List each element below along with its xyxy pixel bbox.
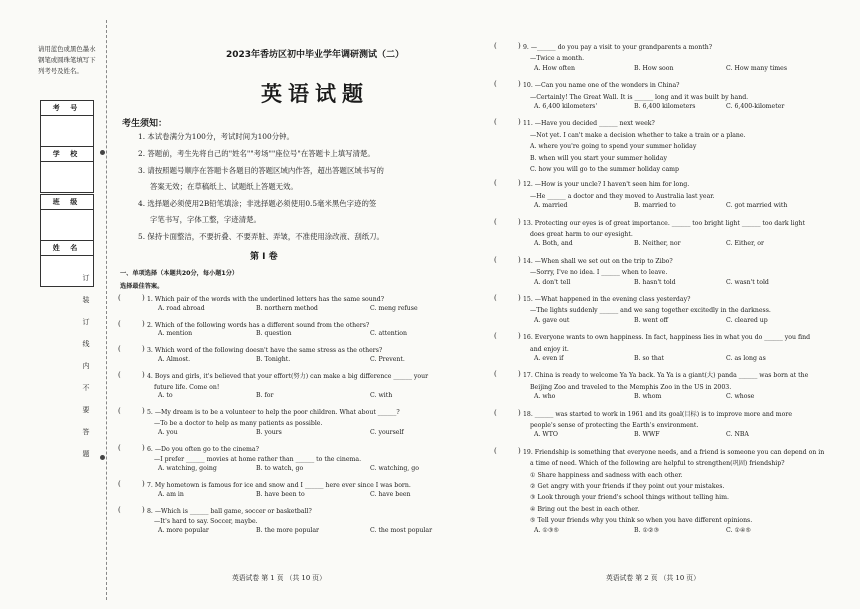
binding-hole xyxy=(100,455,105,460)
question-stem: 1. Which pair of the words with the underlined letters has the same sound? xyxy=(147,296,385,303)
question-line: a time of need. Which of the following are helpful to strengthen(巩固) friendship? xyxy=(530,460,785,468)
answer-option[interactable]: A. watching, going xyxy=(158,465,217,473)
answer-bracket-open[interactable]: ( xyxy=(494,42,497,50)
answer-bracket-close[interactable]: ) xyxy=(518,80,521,89)
answer-bracket-close[interactable]: ) xyxy=(142,294,145,302)
question-line: ⑤ Tell your friends why you think so when you have different opinions. xyxy=(530,517,753,525)
answer-bracket-open[interactable]: ( xyxy=(494,118,497,127)
answer-option[interactable]: A. you xyxy=(158,428,178,436)
answer-option[interactable]: C. Prevent. xyxy=(370,355,405,363)
answer-option[interactable]: A. gave out xyxy=(534,316,570,324)
answer-bracket-open[interactable]: ( xyxy=(118,407,121,416)
answer-option[interactable]: A. who xyxy=(534,393,556,401)
subject-title: 英语试题 xyxy=(261,81,369,106)
answer-option[interactable]: A. mention xyxy=(158,330,193,338)
question-line: and enjoy it. xyxy=(530,345,569,353)
answer-option[interactable]: B. for xyxy=(256,392,274,400)
answer-bracket-close[interactable]: ) xyxy=(142,480,145,488)
answer-option[interactable]: B. so that xyxy=(634,354,664,362)
notice-item: 2. 答题前，考生先将自己的"姓名""考场""座位号"在答题卡上填写清楚。 xyxy=(138,149,375,158)
answer-option[interactable]: B. hasn't told xyxy=(634,278,676,286)
answer-bracket-close[interactable]: ) xyxy=(142,443,145,452)
answer-bracket-close[interactable]: ) xyxy=(142,319,145,328)
question-stem: 15. —What happened in the evening class yesterday? xyxy=(523,296,691,303)
answer-bracket-close[interactable]: ) xyxy=(518,408,521,417)
answer-option[interactable]: B. ①②③ xyxy=(634,526,660,534)
question-stem: 18. ______ was started to work in 1961 and its goal(目标) is to improve more and more xyxy=(523,410,793,418)
answer-bracket-close[interactable]: ) xyxy=(518,217,521,226)
answer-option[interactable]: A. 6,400 kilometers' xyxy=(534,102,598,110)
question-stem: 7. My hometown is famous for ice and snow and I ______ here ever since I was born. xyxy=(147,482,411,489)
answer-bracket-open[interactable]: ( xyxy=(118,443,121,452)
question-stem: 17. China is ready to welcome Ya Ya back. Ya Ya is a giant(大) panda ______ was born at the xyxy=(523,372,809,380)
question-line: ③ Look through your friend's school things without telling him. xyxy=(530,494,729,502)
notice-item: 字笔书写，字体工整，字迹清楚。 xyxy=(150,215,261,224)
answer-bracket-open[interactable]: ( xyxy=(118,319,121,328)
page-footer-1: 英语试卷 第 1 页 （共 10 页） xyxy=(232,574,326,582)
field-exam-number[interactable] xyxy=(40,100,94,147)
question-stem: 2. Which of the following words has a different sound from the others? xyxy=(147,321,370,329)
field-label: 班 级 xyxy=(52,198,82,206)
answer-option[interactable]: B. whom xyxy=(634,393,662,401)
answer-bracket-close[interactable]: ) xyxy=(518,255,521,264)
answer-bracket-close[interactable]: ) xyxy=(518,446,521,455)
answer-bracket-open[interactable]: ( xyxy=(118,480,121,488)
answer-option[interactable]: C. ①④⑤ xyxy=(726,526,752,534)
answer-option[interactable]: B. to watch, go xyxy=(256,465,304,473)
question-line: Beijing Zoo and traveled to the Memphis Zoo in the US in 2003. xyxy=(530,383,732,391)
answer-option[interactable]: C. How many times xyxy=(726,64,788,72)
answer-option[interactable]: C. Either, or xyxy=(726,240,764,248)
answer-option[interactable]: C. with xyxy=(370,392,393,400)
answer-option[interactable]: B. How soon xyxy=(634,64,674,72)
answer-option[interactable]: A. married xyxy=(534,202,568,210)
question-line: B. when will you start your summer holiday xyxy=(530,154,667,162)
question-stem: 14. —When shall we set out on the trip to Zibo? xyxy=(523,257,673,265)
answer-option[interactable]: A. even if xyxy=(534,354,564,362)
answer-bracket-close[interactable]: ) xyxy=(518,42,521,50)
answer-bracket-close[interactable]: ) xyxy=(142,345,145,354)
answer-option[interactable]: C. 6,400-kilometer xyxy=(726,102,785,110)
notice-item: 1. 本试卷满分为100分，考试时间为100分钟。 xyxy=(138,132,294,141)
question-stem: 12. —How is your uncle? I haven't seen him for long. xyxy=(523,181,690,189)
notice-item: 答案无效；在草稿纸上、试题纸上答题无效。 xyxy=(150,182,298,191)
question-line: —Certainly! The Great Wall. It is ______ long and it was built by hand. xyxy=(530,93,749,101)
question-line: people's sense of protecting the Earth's environment. xyxy=(530,421,699,429)
answer-option[interactable]: B. yours xyxy=(256,428,282,436)
answer-bracket-open[interactable]: ( xyxy=(494,179,497,188)
answer-bracket-open[interactable]: ( xyxy=(494,217,497,226)
binding-line-text: 订 装 订 线 内 不 要 答 题 xyxy=(82,274,90,458)
answer-bracket-close[interactable]: ) xyxy=(142,407,145,416)
question-line: ④ Bring out the best in each other. xyxy=(530,505,640,513)
answer-bracket-open[interactable]: ( xyxy=(494,370,497,379)
answer-option[interactable]: C. whose xyxy=(726,393,755,401)
field-label: 考 号 xyxy=(52,104,82,112)
answer-option[interactable]: B. went off xyxy=(634,316,668,324)
answer-bracket-open[interactable]: ( xyxy=(118,345,121,354)
answer-option[interactable]: C. watching, go xyxy=(370,465,419,473)
question-line: ① Share happiness and sadness with each other. xyxy=(530,471,683,479)
question-stem: 3. Which word of the following doesn't have the same stress as the others? xyxy=(147,347,383,355)
answer-bracket-close[interactable]: ) xyxy=(518,179,521,188)
question-line: —Twice a month. xyxy=(530,55,585,63)
question-line: A. where you're going to spend your summer holiday xyxy=(530,143,697,151)
field-class[interactable] xyxy=(40,194,94,241)
exam-title: 2023年香坊区初中毕业学年调研测试（二） xyxy=(225,50,405,60)
question-stem: 13. Protecting our eyes is of great importance. ______ too bright light ______ too dark light xyxy=(523,219,806,227)
question-line: —Sorry, I've no idea. I ______ when to leave. xyxy=(530,269,668,277)
answer-bracket-open[interactable]: ( xyxy=(118,370,121,379)
answer-bracket-close[interactable]: ) xyxy=(518,118,521,127)
answer-option[interactable]: A. Almost. xyxy=(158,355,191,363)
answer-option[interactable]: A. WTO xyxy=(534,431,558,439)
answer-bracket-open[interactable]: ( xyxy=(494,294,497,302)
part-instruction: 选择最佳答案。 xyxy=(120,283,164,290)
question-stem: 8. —Which is ______ ball game, soccer or basketball? xyxy=(147,507,312,515)
sidebar-note: 请用蓝色或黑色墨水钢笔或圆珠笔填写下列考号及姓名。 xyxy=(38,45,96,76)
question-line: —It's hard to say. Soccer, maybe. xyxy=(154,518,258,526)
answer-bracket-close[interactable]: ) xyxy=(142,370,145,379)
answer-bracket-close[interactable]: ) xyxy=(518,294,521,302)
notice-item: 5. 保持卡面整洁，不要折叠、不要弄脏、弄皱，不准使用涂改液、刮纸刀。 xyxy=(138,232,384,241)
answer-option[interactable]: A. How often xyxy=(534,64,575,72)
answer-bracket-close[interactable]: ) xyxy=(518,370,521,379)
answer-option[interactable]: C. the most popular xyxy=(370,527,433,535)
question-stem: 19. Friendship is something that everyone needs, and a friend is someone you can depend on in xyxy=(523,448,825,456)
answer-option[interactable]: C. got married with xyxy=(726,202,788,210)
answer-option[interactable]: B. 6,400 kilometers xyxy=(634,102,696,110)
question-stem: 5. —My dream is to be a volunteer to help the poor children. What about ______? xyxy=(147,409,400,417)
question-line: —Not yet. I can't make a decision whether to take a train or a plane. xyxy=(530,131,746,139)
answer-option[interactable]: C. meng refuse xyxy=(370,304,418,312)
answer-bracket-open[interactable]: ( xyxy=(494,332,497,341)
answer-option[interactable]: B. have been to xyxy=(256,490,305,498)
answer-bracket-open[interactable]: ( xyxy=(494,408,497,417)
answer-bracket-close[interactable]: ) xyxy=(518,332,521,341)
notice-item: 3. 请按照题号顺序在答题卡各题目的答题区域内作答，超出答题区域书写的 xyxy=(138,166,384,175)
answer-option[interactable]: C. cleared up xyxy=(726,316,768,324)
page-footer-2: 英语试卷 第 2 页 （共 10 页） xyxy=(606,574,700,582)
binding-dashed-line xyxy=(106,20,107,600)
answer-option[interactable]: A. don't tell xyxy=(534,278,571,286)
answer-option[interactable]: A. ①③⑤ xyxy=(534,526,560,534)
section-juan: 第 Ⅰ 卷 xyxy=(250,252,278,262)
part-heading: 一、单项选择（本题共20分，每小题1分） xyxy=(120,270,239,277)
question-line: —I prefer ______ movies at home rather than ______ to the cinema. xyxy=(154,456,362,464)
answer-option[interactable]: C. attention xyxy=(370,330,407,338)
answer-option[interactable]: A. Both, and xyxy=(534,240,573,248)
field-label: 姓 名 xyxy=(52,244,82,252)
question-line: does great harm to our eyesight. xyxy=(530,230,633,238)
answer-option[interactable]: A. to xyxy=(158,392,173,400)
question-stem: 9. —______ do you pay a visit to your grandparents a month? xyxy=(523,44,713,51)
question-stem: 10. —Can you name one of the wonders in China? xyxy=(523,82,680,90)
answer-option[interactable]: B. Neither, nor xyxy=(634,240,681,248)
answer-option[interactable]: C. as long as xyxy=(726,354,766,362)
question-line: —The lights suddenly ______ and we sang together excitedly in the darkness. xyxy=(530,307,771,315)
answer-bracket-open[interactable]: ( xyxy=(494,255,497,264)
question-line: —He ______ a doctor and they moved to Australia last year. xyxy=(530,192,715,200)
answer-option[interactable]: B. Tonight. xyxy=(256,355,291,363)
answer-option[interactable]: C. yourself xyxy=(370,428,404,436)
question-line: C. how you will go to the summer holiday camp xyxy=(530,165,679,173)
notice-heading: 考生须知： xyxy=(122,119,168,129)
answer-option[interactable]: B. northern method xyxy=(256,304,318,312)
answer-option[interactable]: C. have been xyxy=(370,490,411,498)
question-line: future life. Come on! xyxy=(154,383,220,391)
answer-option[interactable]: A. am in xyxy=(158,490,184,498)
answer-option[interactable]: B. WWF xyxy=(634,431,660,439)
answer-option[interactable]: B. married to xyxy=(634,202,676,210)
answer-bracket-open[interactable]: ( xyxy=(118,505,121,514)
question-stem: 6. —Do you often go to the cinema? xyxy=(147,445,259,453)
answer-option[interactable]: C. wasn't told xyxy=(726,278,769,286)
answer-option[interactable]: C. NBA xyxy=(726,431,749,439)
question-line: —To be a doctor to help as many patients as possible. xyxy=(154,419,323,427)
field-school[interactable] xyxy=(40,146,94,193)
question-stem: 4. Boys and girls, it's believed that your effort(努力) can make a big difference ______ your xyxy=(147,372,429,380)
question-stem: 11. —Have you decided ______ next week? xyxy=(523,120,655,128)
question-line: ② Get angry with your friends if they point out your mistakes. xyxy=(530,482,725,490)
answer-bracket-open[interactable]: ( xyxy=(118,294,121,302)
answer-bracket-close[interactable]: ) xyxy=(142,505,145,514)
binding-hole xyxy=(100,150,105,155)
notice-item: 4. 选择题必须使用2B铅笔填涂；非选择题必须使用0.5毫米黑色字迹的签 xyxy=(138,199,377,208)
answer-bracket-open[interactable]: ( xyxy=(494,446,497,455)
answer-option[interactable]: B. the more popular xyxy=(256,527,320,535)
answer-option[interactable]: A. road abroad xyxy=(158,304,205,312)
field-label: 学 校 xyxy=(52,150,82,158)
answer-option[interactable]: B. question xyxy=(256,330,292,338)
answer-option[interactable]: A. more popular xyxy=(158,527,209,535)
answer-bracket-open[interactable]: ( xyxy=(494,80,497,89)
question-stem: 16. Everyone wants to own happiness. In fact, happiness lies in what you do ______ you find xyxy=(523,334,811,342)
